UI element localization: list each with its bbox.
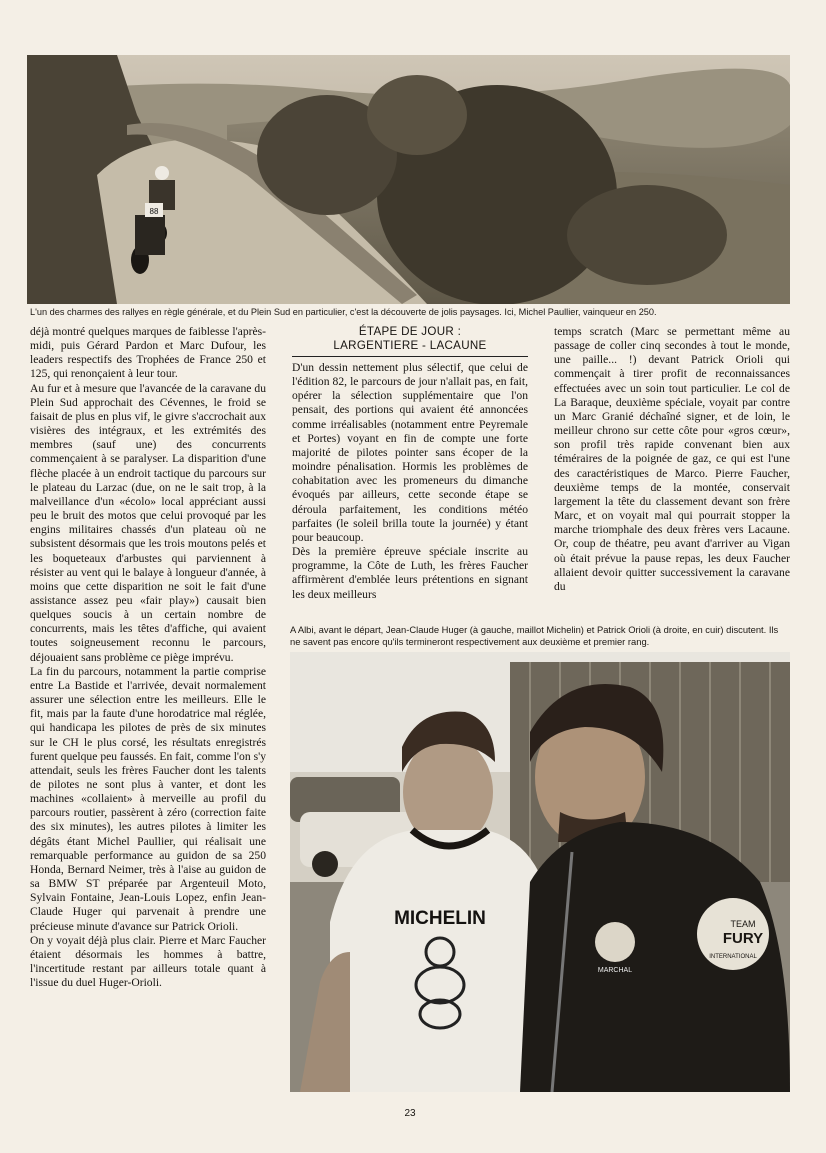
svg-text:88: 88 [149, 207, 159, 216]
section-heading [292, 325, 528, 357]
paragraph: Au fur et à mesure que l'avancée de la caravane du Plein Sud approchait des Cévennes, le froid se faisait de plus en plus vif, le givre s'accrochait aux visières des intégraux, et les extrémités des membres (sauf une) des concurrents commençaient à se paralyser. La disparition d'une flèche placée à un endroit tactique du parcours sur le plateau du Larzac (due, on ne le sait trop, à la malveillance d'un «écolo» local appréciant aussi peu le bruit des motos que celui provoqué par les engins militaires chassés d'un plateau où ne subsistent désormais que les trois moutons pelés et les boqueteaux d'arbustes qui parviennent à résister au vent qui le balaye à longueur d'année, à moins que cette disparition ne soit le fait d'une assistance assez peu «fair play») causait bien quelques soucis à un certain nombre de concurrents, mais les têtes d'affiche, qui avaient toutes soigneusement reconnu le parcours, déjouaient sans problème ce piège imprévu. [30, 381, 266, 664]
article-column-2 [292, 325, 528, 602]
svg-text:MICHELIN: MICHELIN [394, 908, 486, 929]
paragraph: Dès la première épreuve spéciale inscrite au programme, la Côte de Luth, les frères Faucher affirmèrent d'emblée leurs prétentions en signant les deux meilleurs [292, 545, 528, 601]
paragraph: La fin du parcours, notamment la partie comprise entre La Bastide et l'arrivée, devait normalement assurer une sélection entre les meilleurs. Elle le fit, mais par la faute d'une horodatrice mal réglée, qui handicapa les pilotes de près de six minutes sur le CH le plus corsé, les résultats enregistrés furent quelque peu faussés. En fait, comme l'on s'y attendait, seuls les frères Faucher dont les talents de pilotes ne sont plus à vanter, et dont les machines «collaient» à merveille au profil du parcours routier, passèrent à zéro (correction faite des six minutes), les autres pilotes à limiter les dégâts étant Michel Paullier, qui réalisait une remarquable performance au guidon de sa 250 Honda, Bernard Neimer, très à l'aise au guidon de sa BMW ST préparée par Argenteuil Moto, Sylvain Fontaine, Jean-Louis Lopez, enfin Jean-Claude Huger qui parvenait à prendre une précieuse minute d'avance sur Patrick Orioli. [30, 664, 266, 933]
page-number: 23 [404, 1108, 416, 1119]
section-heading-line1: ÉTAPE DE JOUR : [358, 325, 462, 338]
top-photo-caption: L'un des charmes des rallyes en règle générale, et du Plein Sud en particulier, c'est la découverte de jolis paysages. Ici, Michel Paullier, vainqueur en 250. [30, 307, 657, 317]
section-heading-line2: LARGENTIERE - LACAUNE [333, 339, 487, 352]
svg-text:MARCHAL: MARCHAL [597, 967, 633, 974]
svg-text:INTERNATIONAL: INTERNATIONAL [709, 954, 757, 960]
paragraph: D'un dessin nettement plus sélectif, que celui de l'édition 82, le parcours de jour n'allait pas, en fait, opérer la sélection supplémentaire que l'on pensait, des portions qui avaient été annoncées comme irréalisables (notamment entre Peyremale et Portes) voyant en fin de compte une forte majorité de pilotes pointer sans écoper de la moindre pénalisation. Hormis les problèmes de cohabitation avec les promeneurs du dimanche évoqués par ailleurs, cette seconde étape se déroula parfaitement, les conditions météo parfaites (le soleil brilla toute la journée) y étant pour beaucoup. [292, 361, 528, 544]
svg-text:FURY: FURY [722, 930, 764, 947]
bottom-photo [290, 652, 790, 1092]
riders-photo [290, 652, 790, 1092]
article-column-3 [554, 325, 790, 594]
paragraph: déjà montré quelques marques de faiblesse l'après-midi, puis Gérard Pardon et Marc Dufour, les leaders respectifs des Trophées de France 250 et 125, qui renonçaient à leur tour. [30, 325, 266, 381]
article-column-1 [30, 325, 266, 990]
top-photo [27, 55, 790, 304]
paragraph: On y voyait déjà plus clair. Pierre et Marc Faucher étaient désormais les hommes à battre, l'incertitude restant par ailleurs totale quant à l'issue du duel Huger-Orioli. [30, 933, 266, 990]
svg-text:TEAM: TEAM [730, 919, 756, 929]
bottom-photo-caption: A Albi, avant le départ, Jean-Claude Huger (à gauche, maillot Michelin) et Patrick Orioli (à droite, en cuir) discutent. Ils ne savent pas encore qu'ils termineront respectivement aux deuxième et premier rang. [290, 624, 779, 647]
landscape-photo [27, 55, 790, 304]
paragraph: temps scratch (Marc se permettant même au passage de coller cinq secondes à tout le monde, une paille... !) devant Patrick Orioli qui commençait à tirer profit de reconnaissances effectuées avec un soin tout particulier. Le col de La Baraque, deuxième spéciale, voyait par contre un Marc Granié déchaîné signer, et de loin, le meilleur chrono sur cette côte pour «gros cœur», son profil très rapide convenant bien aux téméraires de la poignée de gaz, ce qui est l'une des caractéristiques de Marco. Pierre Faucher, deuxième temps de la montée, conservait largement la tête du classement devant son frère Marc, et on voyait mal qui pourrait stopper la marche triomphale des deux frères vers Lacaune. Or, coup de théatre, peu avant d'arriver au Vigan où était prévue la pause repas, les deux Faucher allaient devoir quitter successivement la caravane du [554, 325, 790, 593]
